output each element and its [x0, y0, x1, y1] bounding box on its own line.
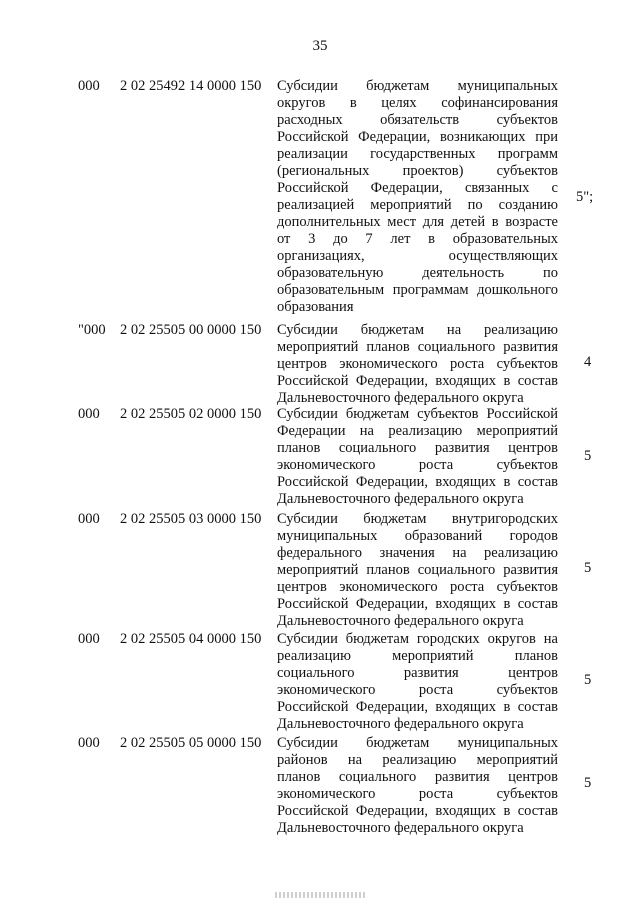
admin-code-cell: 000 [78, 631, 100, 647]
income-name-line: расходных обязательств субъектов [277, 112, 558, 128]
income-name-line: округов в целях софинансирования [277, 95, 558, 111]
income-name-line: муниципальных образований городов [277, 528, 558, 544]
income-name-line: мероприятий планов социального развития [277, 562, 558, 578]
income-name-line: центров экономического роста субъектов [277, 356, 558, 372]
income-name-line: Российской Федерации, входящих в состав [277, 596, 558, 612]
admin-code-cell: 000 [78, 406, 100, 422]
income-name-cell [277, 631, 558, 733]
income-name-line: Субсидии бюджетам внутригородских [277, 511, 558, 527]
income-name-line: экономического роста субъектов [277, 457, 558, 473]
income-name-line: Российской Федерации, возникающих при [277, 129, 558, 145]
income-name-cell [277, 511, 558, 630]
income-name-line: Дальневосточного федерального округа [277, 491, 524, 507]
income-name-line: экономического роста субъектов [277, 786, 558, 802]
income-name-cell [277, 406, 558, 508]
value-cell: 5 [584, 672, 592, 688]
income-name-line: организациях, осуществляющих [277, 248, 558, 264]
income-name-line: Субсидии бюджетам субъектов Российской [277, 406, 558, 422]
value-cell: 5 [584, 448, 592, 464]
income-name-cell [277, 322, 558, 407]
income-name-line: Российской Федерации, входящих в состав [277, 373, 558, 389]
admin-code-cell: 000 [78, 511, 100, 527]
income-name-line: социального развития центров [277, 665, 558, 681]
income-name-line: образовательным программам дошкольного [277, 282, 558, 298]
income-name-line: Российской Федерации, входящих в состав [277, 699, 558, 715]
income-name-line: Российской Федерации, связанных с [277, 180, 558, 196]
budget-code-cell: 2 02 25505 03 0000 150 [120, 511, 262, 527]
income-name-line: Дальневосточного федерального округа [277, 820, 524, 836]
income-name-line: от 3 до 7 лет в образовательных [277, 231, 558, 247]
income-name-line: Субсидии бюджетам муниципальных [277, 78, 558, 94]
value-cell: 5"; [576, 189, 594, 205]
income-name-line: центров экономического роста субъектов [277, 579, 558, 595]
value-cell: 5 [584, 560, 592, 576]
admin-code-cell: "000 [78, 322, 106, 338]
income-name-line: (региональных проектов) субъектов [277, 163, 558, 179]
income-name-line: Российской Федерации, входящих в состав [277, 803, 558, 819]
income-name-line: планов социального развития центров [277, 440, 558, 456]
income-name-line: Субсидии бюджетам городских округов на [277, 631, 558, 647]
income-name-cell [277, 735, 558, 837]
income-name-line: федерального значения на реализацию [277, 545, 558, 561]
income-name-line: Федерации на реализацию мероприятий [277, 423, 558, 439]
income-name-line: реализацию мероприятий планов [277, 648, 558, 664]
budget-code-cell: 2 02 25505 00 0000 150 [120, 322, 262, 338]
income-name-line: Дальневосточного федерального округа [277, 390, 524, 406]
income-name-line: районов на реализацию мероприятий [277, 752, 558, 768]
income-name-line: реализации государственных программ [277, 146, 558, 162]
income-name-line: образовательную деятельность по [277, 265, 558, 281]
income-name-line: дополнительных мест для детей в возрасте [277, 214, 558, 230]
page-number: 35 [312, 38, 328, 54]
income-name-line: Субсидии бюджетам на реализацию [277, 322, 558, 338]
admin-code-cell: 000 [78, 735, 100, 751]
budget-code-cell: 2 02 25505 04 0000 150 [120, 631, 262, 647]
income-name-line: образования [277, 299, 354, 315]
value-cell: 5 [584, 775, 592, 791]
budget-code-cell: 2 02 25505 05 0000 150 [120, 735, 262, 751]
income-name-line: Российской Федерации, входящих в состав [277, 474, 558, 490]
income-name-line: экономического роста субъектов [277, 682, 558, 698]
income-name-line: реализацией мероприятий по созданию [277, 197, 558, 213]
admin-code-cell: 000 [78, 78, 100, 94]
income-name-line: планов социального развития центров [277, 769, 558, 785]
income-name-line: Дальневосточного федерального округа [277, 716, 524, 732]
budget-code-cell: 2 02 25505 02 0000 150 [120, 406, 262, 422]
value-cell: 4 [584, 354, 592, 370]
income-name-line: Субсидии бюджетам муниципальных [277, 735, 558, 751]
scan-artifact-mark [275, 892, 365, 898]
income-name-line: Дальневосточного федерального округа [277, 613, 524, 629]
income-name-line: мероприятий планов социального развития [277, 339, 558, 355]
income-name-cell [277, 78, 558, 316]
budget-code-cell: 2 02 25492 14 0000 150 [120, 78, 262, 94]
